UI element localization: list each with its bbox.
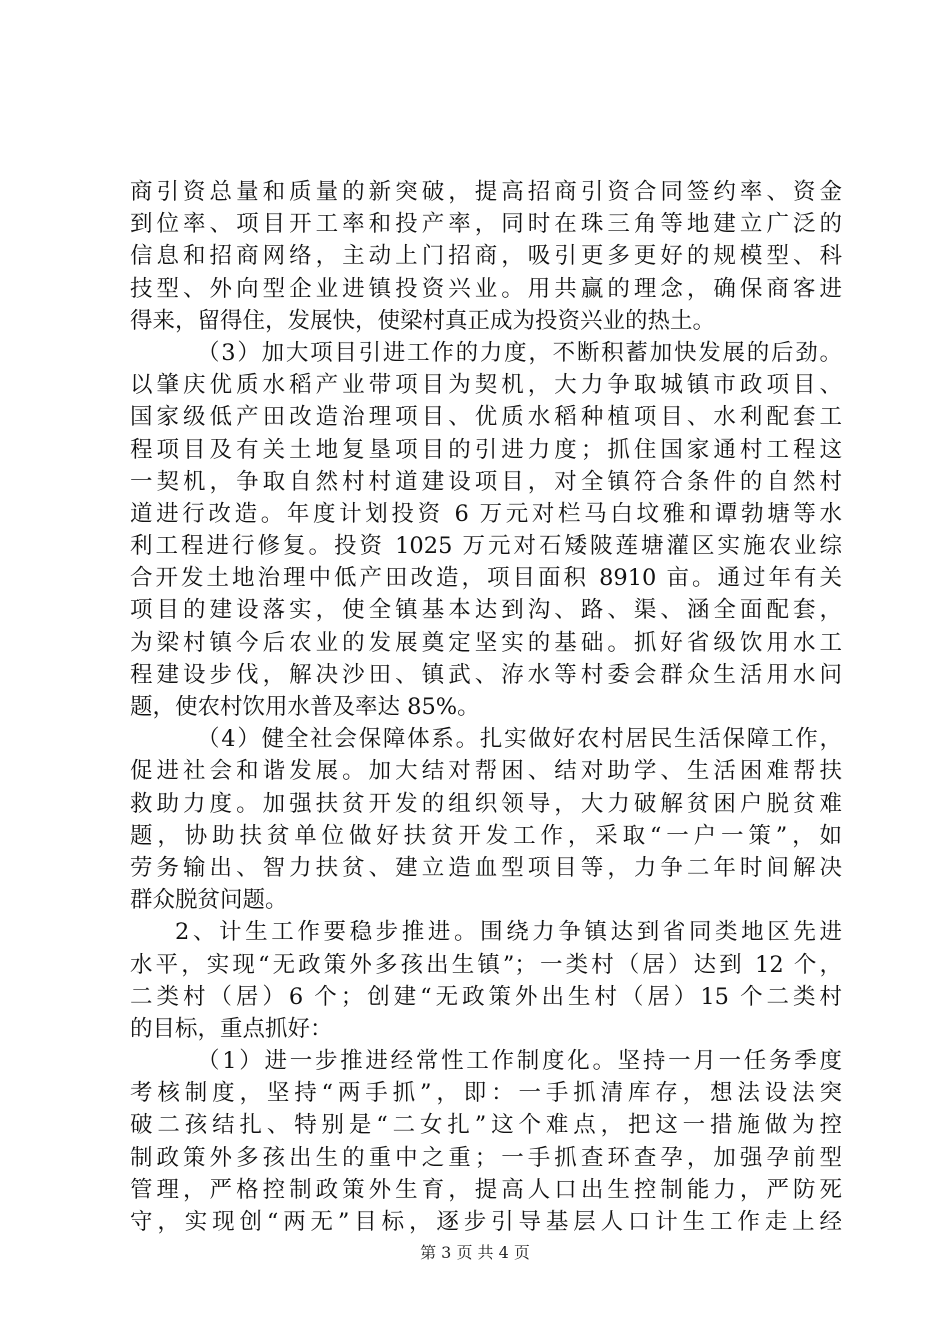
document-body xyxy=(130,176,842,1238)
text-line: 制政策外多孩出生的重中之重；一手抓查环查孕，加强孕前型 xyxy=(130,1144,842,1171)
text-line: 考核制度，坚持“两手抓”，即：一手抓清库存，想法设法突 xyxy=(130,1080,842,1107)
text-line: 群众脱贫问题。 xyxy=(130,887,288,914)
text-line: 一契机，争取自然村村道建设项目，对全镇符合条件的自然村 xyxy=(130,468,842,495)
text-line: 商引资总量和质量的新突破，提高招商引资合同签约率、资金 xyxy=(130,179,842,205)
text-line: （1）进一步推进经常性工作制度化。坚持一月一任务季度 xyxy=(197,1048,842,1075)
text-line: 题，使农村饮用水普及率达 85%。 xyxy=(130,694,480,720)
text-line: 劳务输出、智力扶贫、建立造血型项目等，力争二年时间解决 xyxy=(130,854,842,881)
text-line: 程项目及有关土地复垦项目的引进力度；抓住国家通村工程这 xyxy=(130,436,842,463)
text-line: 破二孩结扎、特别是“二女扎”这个难点，把这一措施做为控 xyxy=(130,1112,842,1139)
text-line: 合开发土地治理中低产田改造，项目面积 8910 亩。通过年有关 xyxy=(130,565,842,592)
text-line: 守，实现创“两无”目标，逐步引导基层人口计生工作走上经 xyxy=(130,1209,842,1235)
text-line: 信息和招商网络，主动上门招商，吸引更多更好的规模型、科 xyxy=(130,243,842,270)
text-line: 利工程进行修复。投资 1025 万元对石矮陂莲塘灌区实施农业综 xyxy=(130,533,842,560)
text-line: 2、计生工作要稳步推进。围绕力争镇达到省同类地区先进 xyxy=(175,919,842,946)
text-line: （3）加大项目引进工作的力度，不断积蓄加快发展的后劲。 xyxy=(197,339,842,366)
text-line: 管理，严格控制政策外生育，提高人口出生控制能力，严防死 xyxy=(130,1176,842,1203)
text-line: 以肇庆优质水稻产业带项目为契机，大力争取城镇市政项目、 xyxy=(130,372,842,399)
text-line: 二类村（居）6 个；创建“无政策外出生村（居）15 个二类村 xyxy=(130,983,842,1010)
text-line: 国家级低产田改造治理项目、优质水稻种植项目、水利配套工 xyxy=(130,404,842,431)
text-line: 促进社会和谐发展。加大结对帮困、结对助学、生活困难帮扶 xyxy=(130,758,842,785)
text-line: 水平，实现“无政策外多孩出生镇”；一类村（居）达到 12 个， xyxy=(130,951,842,978)
text-line: 到位率、项目开工率和投产率，同时在珠三角等地建立广泛的 xyxy=(130,211,842,238)
text-line: 救助力度。加强扶贫开发的组织领导，大力破解贫困户脱贫难 xyxy=(130,790,842,817)
text-line: 为梁村镇今后农业的发展奠定坚实的基础。抓好省级饮用水工 xyxy=(130,629,842,656)
text-line: 技型、外向型企业进镇投资兴业。用共赢的理念，确保商客进 xyxy=(130,275,842,302)
text-line: 得来，留得住，发展快，使梁村真正成为投资兴业的热土。 xyxy=(130,307,716,334)
text-line: 道进行改造。年度计划投资 6 万元对栏马白坟雅和谭勃塘等水 xyxy=(130,500,842,527)
page-number: 第 3 页 共 4 页 xyxy=(420,1243,530,1262)
text-line: 题，协助扶贫单位做好扶贫开发工作，采取“一户一策”，如 xyxy=(130,822,842,849)
page-footer xyxy=(0,1240,950,1263)
text-line: 程建设步伐，解决沙田、镇武、洊水等村委会群众生活用水问 xyxy=(130,661,842,688)
text-line: 项目的建设落实，使全镇基本达到沟、路、渠、涵全面配套， xyxy=(130,597,842,624)
text-line: 的目标，重点抓好： xyxy=(130,1015,333,1042)
text-line: （4）健全社会保障体系。扎实做好农村居民生活保障工作， xyxy=(197,726,842,753)
